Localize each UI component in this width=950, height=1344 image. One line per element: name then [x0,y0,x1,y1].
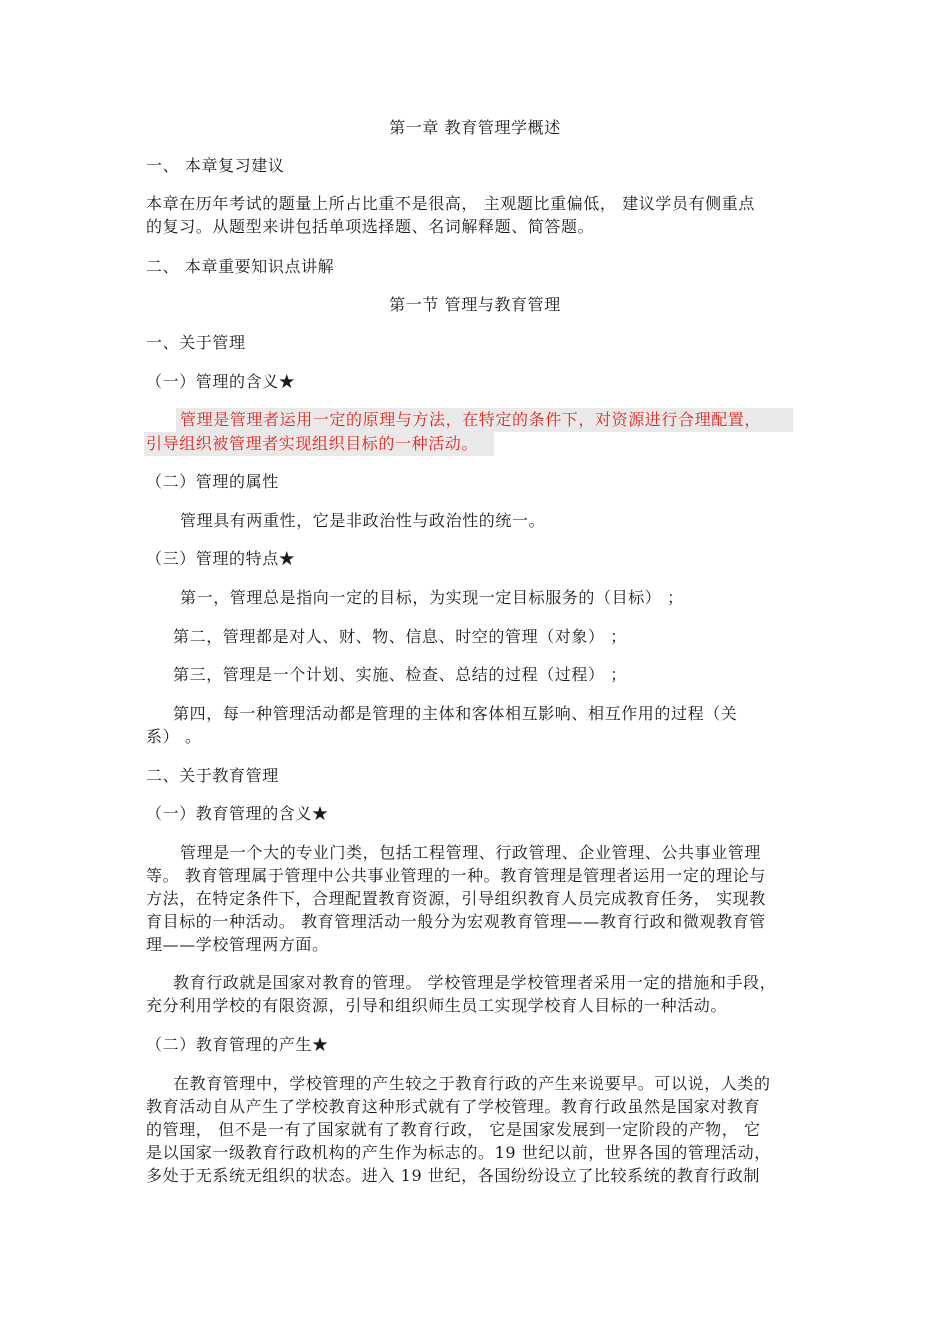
para1-line-2: 等。 教育管理属于管理中公共事业管理的一种。教育管理是管理者运用一定的理论与 [146,866,766,885]
para2-line-1: 教育行政就是国家对教育的管理。 学校管理是学校管理者采用一定的措施和手段， [173,973,777,992]
heading-review-advice: 一、 本章复习建议 [146,156,285,175]
attribute-text: 管理具有两重性，它是非政治性与政治性的统一。 [180,511,546,530]
para3-line-5: 多处于无系统无组织的状态。进入 19 世纪，各国纷纷设立了比较系统的教育行政制 [146,1166,760,1185]
para3-line-2: 教育活动自从产生了学校教育这种形式就有了学校管理。教育行政虽然是国家对教育 [146,1097,761,1116]
intro-line-2: 的复习。从题型来讲包括单项选择题、名词解释题、简答题。 [146,217,595,236]
definition-line-2: 引导组织被管理者实现组织目标的一种活动。 [146,434,479,453]
subheading-edu-management-origin: （二）教育管理的产生★ [146,1035,329,1054]
definition-line-1: 管理是管理者运用一定的原理与方法，在特定的条件下，对资源进行合理配置， [180,410,762,429]
para1-line-3: 方法，在特定条件下，合理配置教育资源，引导组织教育人员完成教育任务， 实现教 [146,889,766,908]
subheading-management-attributes: （二）管理的属性 [146,472,279,491]
subheading-management-meaning: （一）管理的含义★ [146,372,296,391]
para1-line-4: 育目标的一种活动。 教育管理活动一般分为宏观教育管理——教育行政和微观教育管 [146,912,766,931]
para2-line-2: 充分利用学校的有限资源，引导和组织师生员工实现学校育人目标的一种活动。 [146,996,728,1015]
para3-line-1: 在教育管理中，学校管理的产生较之于教育行政的产生来说要早。可以说，人类的 [173,1074,771,1093]
para1-line-5: 理——学校管理两方面。 [146,935,329,954]
chapter-title: 第一章 教育管理学概述 [389,118,561,137]
subheading-management-features: （三）管理的特点★ [146,549,296,568]
feature-2: 第二，管理都是对人、财、物、信息、时空的管理（对象） ； [173,627,627,646]
para3-line-4: 是以国家一级教育行政机构的产生作为标志的。19 世纪以前，世界各国的管理活动， [146,1143,771,1162]
heading-about-management: 一、关于管理 [146,333,246,352]
feature-4-line-1: 第四，每一种管理活动都是管理的主体和客体相互影响、相互作用的过程（关 [173,704,738,723]
feature-4-line-2: 系） 。 [146,727,202,746]
feature-3: 第三，管理是一个计划、实施、检查、总结的过程（过程） ； [173,665,627,684]
subheading-edu-management-meaning: （一）教育管理的含义★ [146,804,329,823]
para3-line-3: 的管理， 但不是一有了国家就有了教育行政， 它是国家发展到一定阶段的产物， 它 [146,1120,761,1139]
heading-key-points: 二、 本章重要知识点讲解 [146,257,335,276]
heading-about-edu-management: 二、关于教育管理 [146,766,279,785]
section-title: 第一节 管理与教育管理 [389,295,561,314]
para1-line-1: 管理是一个大的专业门类，包括工程管理、行政管理、企业管理、公共事业管理 [180,843,762,862]
feature-1: 第一，管理总是指向一定的目标，为实现一定目标服务的（目标） ； [180,588,684,607]
intro-line-1: 本章在历年考试的题量上所占比重不是很高， 主观题比重偏低， 建议学员有侧重点 [146,194,755,213]
